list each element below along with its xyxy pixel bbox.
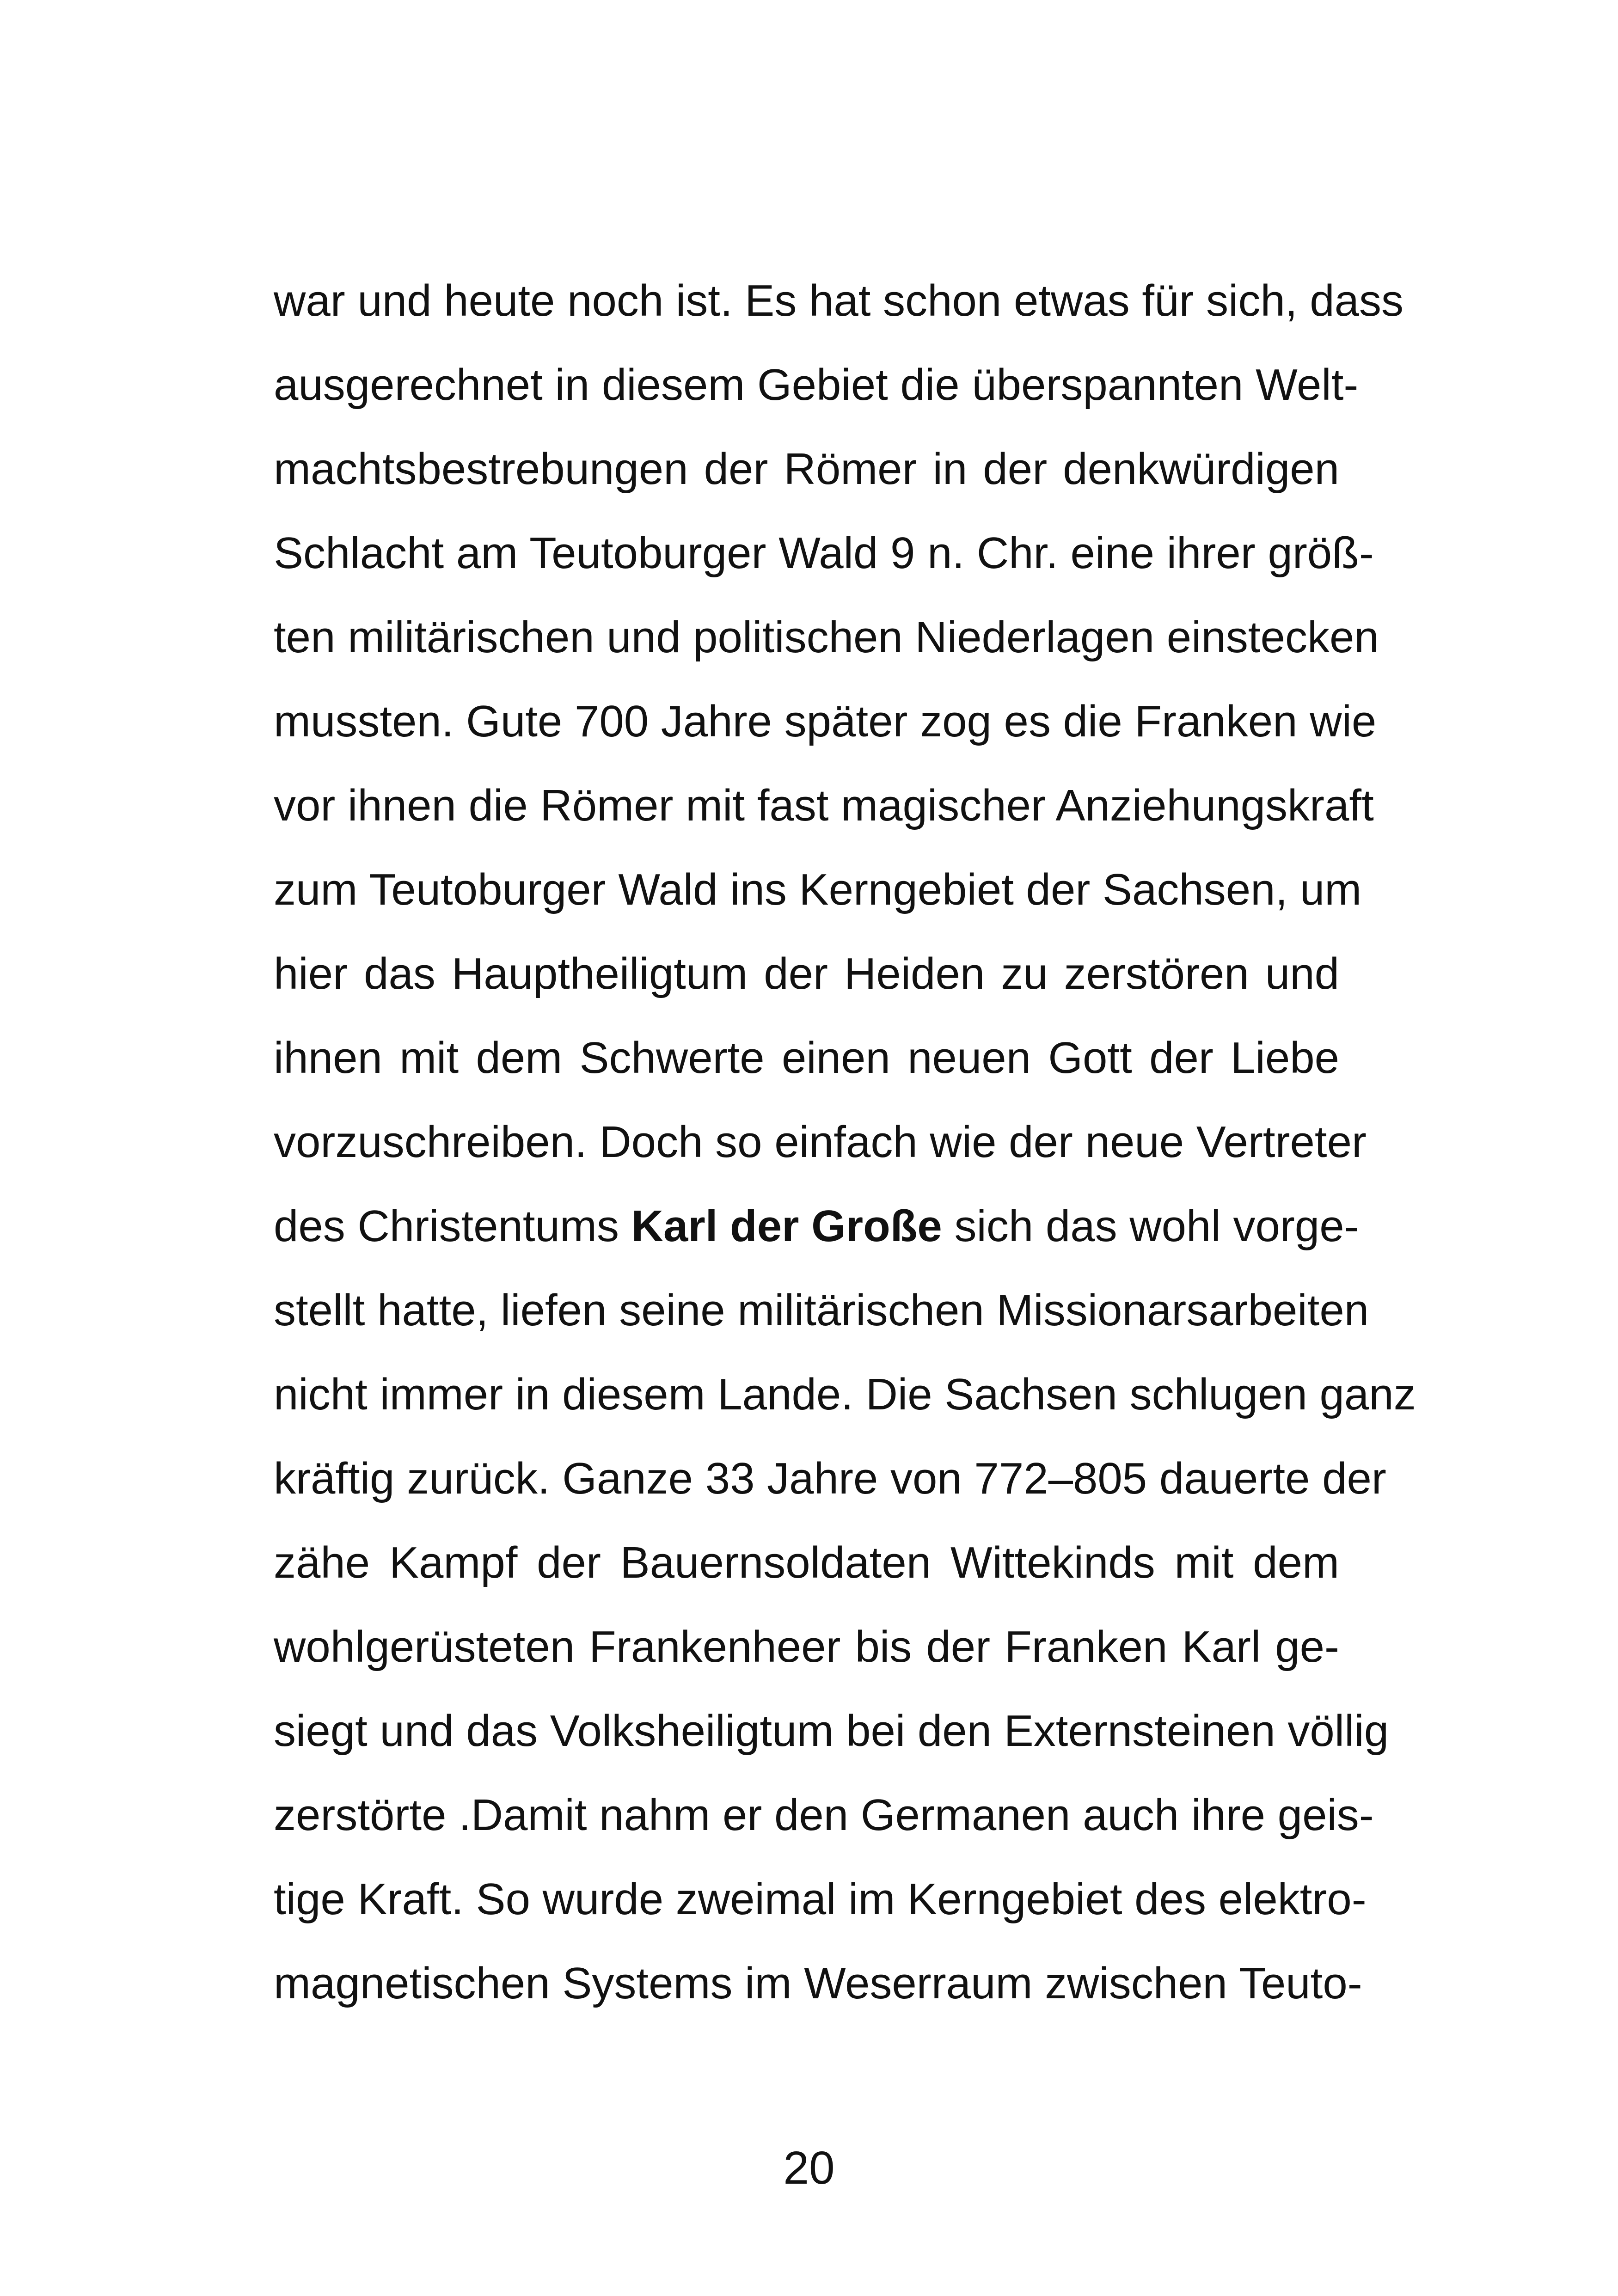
text-line-7: vor ihnen die Römer mit fast magischer Anziehungskraft: [274, 781, 1374, 830]
text-line-11: vorzuschreiben. Doch so einfach wie der neue Vertreter: [274, 1117, 1367, 1167]
text-line-14: nicht immer in diesem Lande. Die Sachsen schlugen ganz: [274, 1370, 1416, 1419]
page-number: 20: [783, 2142, 835, 2194]
text-line-17: wohlgerüsteten Frankenheer bis der Franken Karl ge-: [274, 1622, 1339, 1671]
text-line-4: Schlacht am Teutoburger Wald 9 n. Chr. eine ihrer größ-: [274, 528, 1374, 578]
paragraph: [274, 259, 1416, 2026]
text-line-6: mussten. Gute 700 Jahre später zog es die Franken wie: [274, 697, 1377, 746]
text-line-9: hier das Hauptheiligtum der Heiden zu zerstören und: [274, 949, 1339, 998]
text-segment: des Christentums: [274, 1201, 631, 1251]
text-segment: sich das wohl vorge-: [942, 1201, 1359, 1251]
text-line-20: tige Kraft. So wurde zweimal im Kerngebiet des elektro-: [274, 1874, 1367, 1924]
text-line-21: magnetischen Systems im Weserraum zwischen Teuto-: [274, 1959, 1362, 2008]
text-line-15: kräftig zurück. Ganze 33 Jahre von 772–805 dauerte der: [274, 1454, 1386, 1503]
text-line-5: ten militärischen und politischen Niederlagen einstecken: [274, 612, 1379, 662]
text-line-16: zähe Kampf der Bauernsoldaten Wittekinds mit dem: [274, 1538, 1339, 1587]
text-line-12: [274, 1184, 1359, 1268]
text-line-10: ihnen mit dem Schwerte einen neuen Gott der Liebe: [274, 1033, 1339, 1083]
text-line-1: war und heute noch ist. Es hat schon etwas für sich, dass: [274, 276, 1403, 325]
text-line-3: machtsbestrebungen der Römer in der denkwürdigen: [274, 444, 1339, 494]
text-line-8: zum Teutoburger Wald ins Kerngebiet der Sachsen, um: [274, 865, 1362, 914]
text-line-2: ausgerechnet in diesem Gebiet die überspannten Welt-: [274, 360, 1359, 410]
text-line-18: siegt und das Volksheiligtum bei den Externsteinen völlig: [274, 1706, 1389, 1756]
text-line-13: stellt hatte, liefen seine militärischen Missionarsarbeiten: [274, 1286, 1369, 1335]
text-line-19: zerstörte .Damit nahm er den Germanen auch ihre geis-: [274, 1790, 1374, 1840]
emphasized-name: Karl der Große: [631, 1201, 942, 1251]
